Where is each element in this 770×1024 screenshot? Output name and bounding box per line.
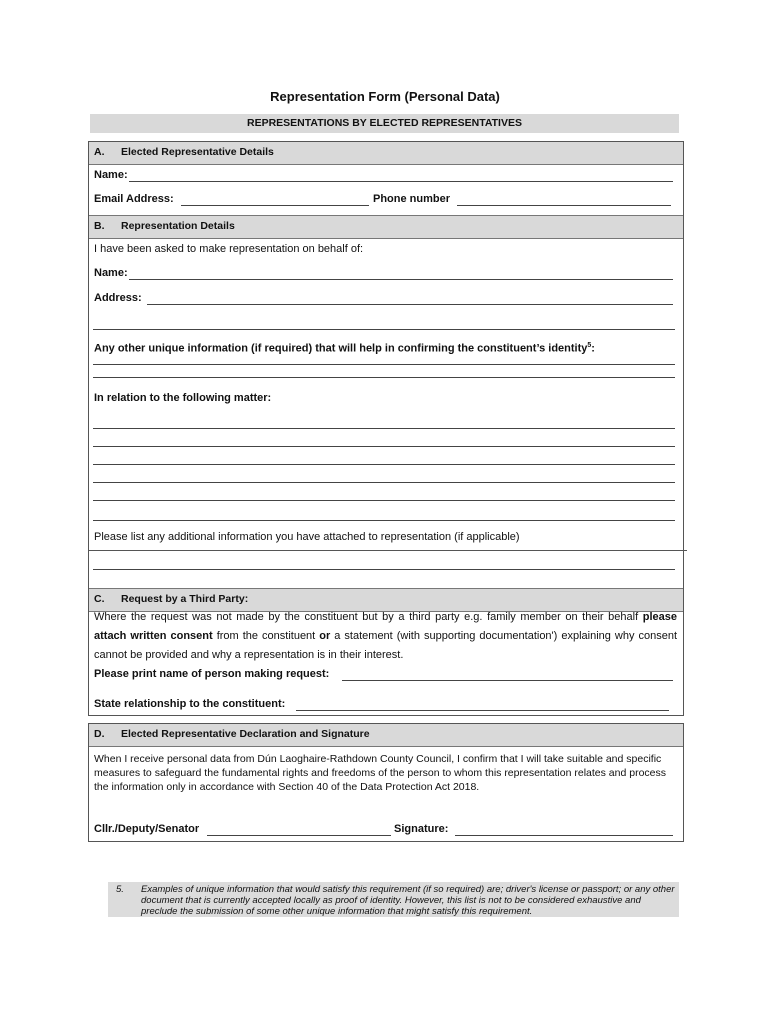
section-b-letter: B.: [94, 220, 105, 232]
rep-phone-label: Phone number: [373, 193, 451, 205]
footnote-number: 5.: [116, 884, 124, 895]
footnote-marker: 5: [587, 342, 592, 349]
rep-email-field[interactable]: [181, 205, 369, 206]
section-b-title: Representation Details: [121, 220, 235, 232]
matter-line-2[interactable]: [93, 446, 675, 447]
rep-phone-field[interactable]: [457, 205, 671, 206]
section-d-title: Elected Representative Declaration and Signature: [121, 728, 370, 740]
form-title: Representation Form (Personal Data): [270, 89, 500, 104]
section-c-letter: C.: [94, 593, 105, 605]
constituent-address-field[interactable]: [147, 304, 673, 305]
rep-name-label: Name:: [94, 169, 128, 181]
print-name-label: Please print name of person making request:: [94, 668, 330, 680]
matter-line-5[interactable]: [93, 500, 675, 501]
signature-field[interactable]: [455, 835, 673, 836]
additional-info-separator: [89, 550, 687, 551]
matter-line-6[interactable]: [93, 520, 675, 521]
additional-info-label: Please list any additional information you have attached to representation (if applicable): [94, 531, 520, 543]
matter-line-4[interactable]: [93, 482, 675, 483]
rep-email-label: Email Address:: [94, 193, 174, 205]
rep-name-field[interactable]: [129, 181, 673, 182]
relationship-label: State relationship to the constituent:: [94, 698, 286, 710]
cllr-label: Cllr./Deputy/Senator: [94, 823, 200, 835]
unique-info-line-1[interactable]: [93, 364, 675, 365]
unique-info-line-2[interactable]: [93, 377, 675, 378]
matter-line-3[interactable]: [93, 464, 675, 465]
unique-info-label: Any other unique information (if required) that will help in confirming the constituent’s identity$^5$:: [94, 342, 595, 355]
third-party-text: Where the request was not made by the constituent but by a third party e.g. family member on their behalf please attach written consent from the constituent or a statement (with supporting documentation') explaining why consent cannot be provided and why a representation is in their interest.: [94, 611, 678, 661]
constituent-name-field[interactable]: [129, 279, 673, 280]
constituent-name-label: Name:: [94, 267, 128, 279]
section-a-header: [89, 142, 683, 165]
sections-a-b-c-box: [88, 141, 684, 716]
behalf-of-text: I have been asked to make representation on behalf of:: [94, 243, 364, 255]
relationship-field[interactable]: [296, 710, 669, 711]
section-a-title: Elected Representative Details: [121, 146, 274, 158]
section-a-letter: A.: [94, 146, 105, 158]
matter-label: In relation to the following matter:: [94, 392, 272, 404]
cllr-field[interactable]: [207, 835, 391, 836]
footnote-box: [108, 882, 679, 917]
address-line-2[interactable]: [93, 329, 675, 330]
matter-line-1[interactable]: [93, 428, 675, 429]
section-d-box: [88, 723, 684, 842]
constituent-address-label: Address:: [94, 292, 142, 304]
footnote-text: Examples of unique information that would satisfy this requirement (if so required) are; driver's license or passport; or any other document that is currently accepted locally as proof of identity. However, this list is not to be considered exhaustive and preclude the submission of some other unique information that might satisfy this requirement.: [141, 884, 675, 917]
additional-info-line[interactable]: [93, 569, 675, 570]
section-b-header: [89, 215, 683, 239]
signature-label: Signature:: [394, 823, 449, 835]
section-c-title: Request by a Third Party:: [121, 593, 249, 605]
form-subheading: REPRESENTATIONS BY ELECTED REPRESENTATIVES: [90, 114, 679, 133]
print-name-field[interactable]: [342, 680, 673, 681]
section-d-header: [89, 724, 683, 747]
section-d-letter: D.: [94, 728, 105, 740]
declaration-text: When I receive personal data from Dún Laoghaire-Rathdown County Council, I confirm that I will take suitable and specific measures to safeguard the fundamental rights and freedoms of the person to whom this representation relates and process the information only in accordance with Section 40 of the Data Protection Act 2018.: [94, 753, 666, 793]
